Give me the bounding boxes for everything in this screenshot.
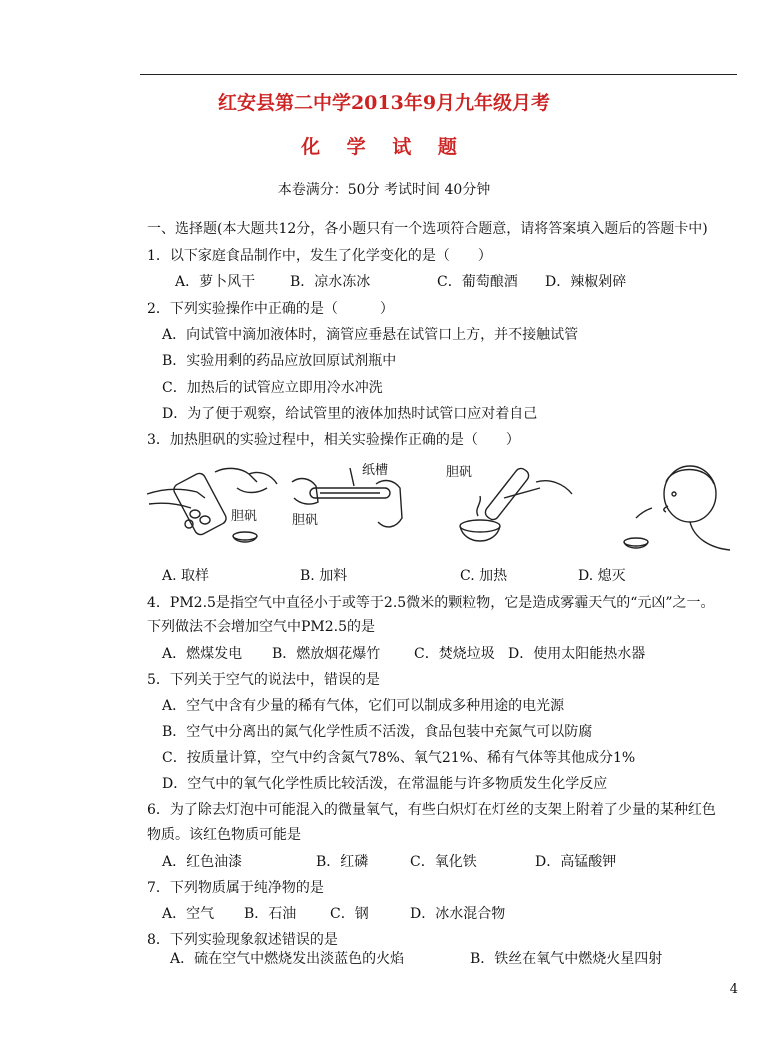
q6-option-d: D．高锰酸钾	[535, 854, 617, 870]
figure-b-label: 胆矾	[292, 513, 319, 528]
q1-option-a: A．萝卜风干	[175, 274, 256, 290]
q4-stem-2: 下列做法不会增加空气中PM2.5的是	[147, 619, 376, 635]
q2-option-c: C．加热后的试管应立即用冷水冲洗	[162, 380, 383, 396]
q5-option-c: C．按质量计算，空气中约含氮气78%、氧气21%、稀有气体等其他成分1%	[162, 750, 636, 766]
q5-option-a: A．空气中含有少量的稀有气体，它们可以制成多种用途的电光源	[162, 698, 565, 714]
q8-stem: 8．下列实验现象叙述错误的是	[147, 932, 338, 948]
figure-b-label-trough: 纸槽	[362, 463, 389, 478]
q3-option-c: C. 加热	[460, 568, 508, 584]
figure-d-extinguishing	[610, 458, 740, 554]
header-rule	[140, 74, 737, 75]
q1-option-b: B．凉水冻冰	[290, 274, 371, 290]
q3-option-d: D. 熄灭	[578, 568, 626, 584]
q6-stem: 6．为了除去灯泡中可能混入的微量氧气，有些白炽灯在灯丝的支架上附着了少量的某种红色	[147, 802, 716, 818]
q2-option-d: D．为了便于观察，给试管里的液体加热时试管口应对着自己	[162, 406, 538, 422]
q8-option-b: B．铁丝在氧气中燃烧火星四射	[470, 951, 663, 967]
q5-option-b: B．空气中分离出的氮气化学性质不活泼，食品包装中充氮气可以防腐	[162, 724, 593, 740]
q3-option-a: A. 取样	[162, 568, 210, 584]
exam-title: 红安县第二中学2013年9月九年级月考	[217, 92, 551, 114]
exam-info: 本卷满分：50分 考试时间 40分钟	[277, 182, 491, 198]
q6-option-b: B．红磷	[316, 854, 369, 870]
q2-option-b: B．实验用剩的药品应放回原试剂瓶中	[162, 353, 397, 369]
q2-stem: 2．下列实验操作中正确的是（ ）	[147, 301, 394, 317]
figure-a-label: 胆矾	[231, 509, 258, 524]
figure-c-label: 胆矾	[446, 465, 473, 480]
q4-option-a: A．燃煤发电	[162, 646, 243, 662]
q7-stem: 7．下列物质属于纯净物的是	[147, 880, 324, 896]
q7-option-b: B．石油	[244, 906, 297, 922]
q5-option-d: D．空气中的氧气化学性质比较活泼，在常温能与许多物质发生化学反应	[162, 776, 608, 792]
q6-stem-2: 物质。该红色物质可能是	[147, 827, 301, 843]
q1-stem: 1．以下家庭食品制作中，发生了化学变化的是（ ）	[147, 248, 492, 264]
q4-option-d: D．使用太阳能热水器	[508, 646, 646, 662]
subject-title: 化 学 试 题	[301, 136, 467, 158]
q1-option-c: C．葡萄酿酒	[437, 274, 518, 290]
q5-stem: 5．下列关于空气的说法中，错误的是	[147, 672, 380, 688]
q6-option-c: C．氧化铁	[410, 854, 477, 870]
q3-option-b: B. 加料	[300, 568, 348, 584]
q7-option-d: D．冰水混合物	[410, 906, 506, 922]
q4-option-c: C．焚烧垃圾	[414, 646, 495, 662]
figure-a-sampling	[145, 458, 285, 554]
q3-stem: 3．加热胆矾的实验过程中，相关实验操作正确的是（ ）	[147, 432, 520, 448]
section-heading: 一、选择题(本大题共12分，各小题只有一个选项符合题意，请将答案填入题后的答题卡中)	[147, 221, 708, 237]
q7-option-c: C．钢	[330, 906, 369, 922]
q1-option-d: D．辣椒剁碎	[545, 274, 627, 290]
q4-option-b: B．燃放烟花爆竹	[272, 646, 381, 662]
q7-option-a: A．空气	[162, 906, 215, 922]
figure-c-heating	[440, 458, 580, 554]
figure-b-adding	[290, 458, 410, 554]
q8-option-a: A．硫在空气中燃烧发出淡蓝色的火焰	[170, 951, 405, 967]
q6-option-a: A．红色油漆	[162, 854, 243, 870]
page-number: 4	[729, 982, 738, 997]
q4-stem: 4．PM2.5是指空气中直径小于或等于2.5微米的颗粒物，它是造成雾霾天气的“元凶”之一。	[147, 595, 715, 611]
q2-option-a: A．向试管中滴加液体时，滴管应垂悬在试管口上方，并不接触试管	[162, 327, 579, 343]
